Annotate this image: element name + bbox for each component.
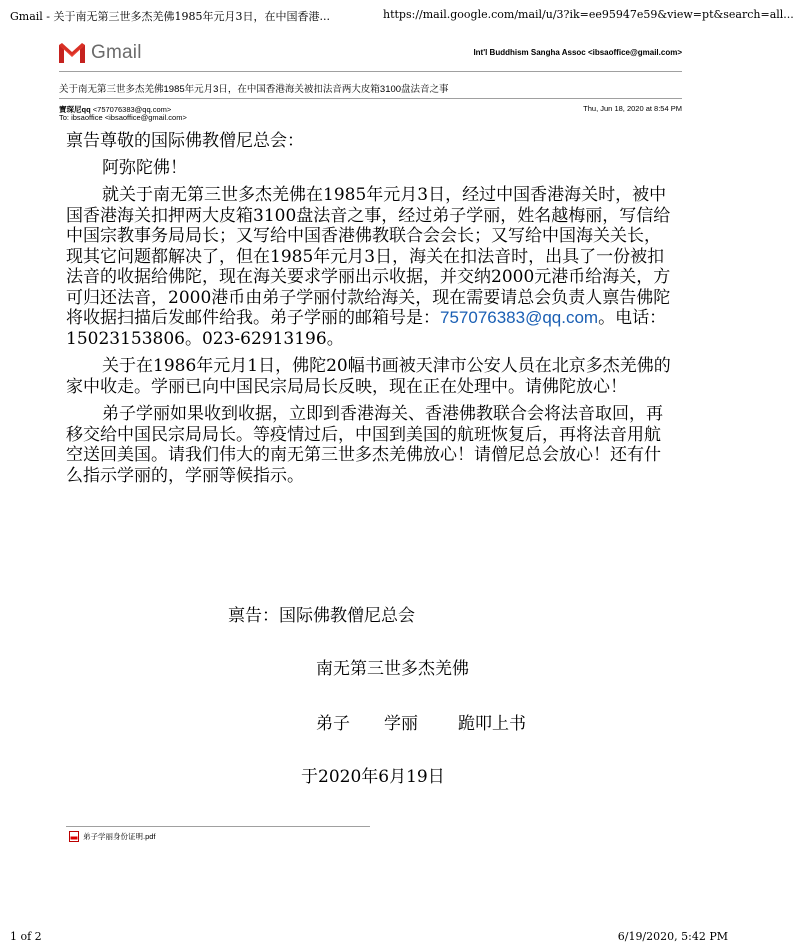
pdf-icon <box>69 831 79 842</box>
gmail-logo-text: Gmail <box>91 42 142 63</box>
page-url[interactable]: https://mail.google.com/mail/u/3?ik=ee95947e59&view=pt&search=all... <box>383 8 794 21</box>
paragraph-1-tail: 。电话：15023153806。023-62913196。 <box>66 308 667 349</box>
sender-address: <757076383@qq.com> <box>92 105 172 114</box>
paragraph-1 <box>66 185 676 349</box>
paragraph-3: 弟子学丽如果收到收据，立即到香港海关、香港佛教联合会将法音取回，再移交给中国民宗局局长。等疫情过后，中国到美国的航班恢复后，再将法音用航空送回美国。请我们伟大的南无第三世多杰羌佛放心！请僧尼总会放心！还有什么指示学丽的，学丽等候指示。 <box>66 404 663 486</box>
signature-buddha-name: 南无第三世多杰羌佛 <box>316 659 469 679</box>
signature-kowtow: 跪叩上书 <box>458 714 526 734</box>
subject-divider <box>59 98 682 99</box>
greeting: 阿弥陀佛！ <box>102 157 187 178</box>
attachment-name[interactable]: 弟子学丽身份证明.pdf <box>83 832 156 841</box>
paragraph-2: 关于在1986年元月1日，佛陀20幅书画被天津市公安人员在北京多杰羌佛的家中收走。学丽已向中国民宗局局长反映，现在正在处理中。请佛陀放心！ <box>66 356 671 397</box>
attachment-divider <box>66 826 370 827</box>
account-label: Int'l Buddhism Sangha Assoc <ibsaoffice@gmail.com> <box>473 48 682 57</box>
email-date: Thu, Jun 18, 2020 at 8:54 PM <box>583 104 682 113</box>
email-subject: 关于南无第三世多杰羌佛1985年元月3日，在中国香港海关被扣法音两大皮箱3100盘法音之事 <box>59 84 449 95</box>
attachment-item[interactable] <box>69 831 156 842</box>
signature-disciple-label: 弟子 <box>316 714 350 734</box>
page-title: Gmail - 关于南无第三世多杰羌佛1985年元月3日，在中国香港... <box>10 10 331 23</box>
signature-report-to: 禀告：国际佛教僧尼总会 <box>228 606 415 626</box>
signature-date: 于2020年6月19日 <box>301 767 445 787</box>
gmail-logo <box>59 39 142 67</box>
signature-disciple-name: 学丽 <box>384 714 418 734</box>
email-body <box>66 131 676 493</box>
sender-name: 寶琛尼qq <box>59 105 91 114</box>
page-number: 1 of 2 <box>10 930 42 943</box>
gmail-m-icon <box>59 43 85 63</box>
salutation: 禀告尊敬的国际佛教僧尼总会： <box>66 131 304 151</box>
email-to: To: ibsaoffice <ibsaoffice@gmail.com> <box>59 113 187 122</box>
paragraph-1-text: 就关于南无第三世多杰羌佛在1985年元月3日，经过中国香港海关时，被中国香港海关扣押两大皮箱3100盘法音之事，经过弟子学丽，姓名越梅丽，写信给中国宗教事务局局长；又写给中国香港佛教联合会会长；又写给中国海关关长，现其它问题都解决了，但在1985年元月3日，海关在扣法音时，出具了一份被扣法音的收据给佛陀，现在海关要求学丽出示收据，并交纳2000元港币给海关，方可归还法音，2000港币由弟子学丽付款给海关，现在需要请总会负责人禀告佛陀将收据扫描后发邮件给我。弟子学丽的邮箱号是： <box>66 185 671 328</box>
print-timestamp: 6/19/2020, 5:42 PM <box>617 930 728 943</box>
header-divider <box>59 71 682 72</box>
email-link[interactable]: 757076383@qq.com <box>440 308 599 327</box>
signature-disciple <box>316 709 526 734</box>
